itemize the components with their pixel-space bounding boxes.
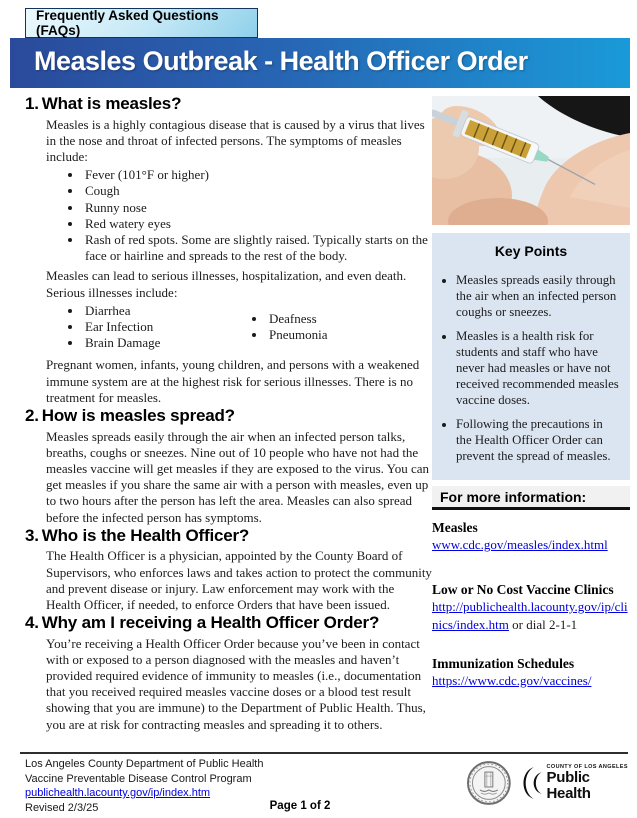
list-item: • Brain Damage: [83, 335, 218, 351]
section-3-number: 3.: [25, 525, 39, 545]
public-health-profiles-icon: [519, 766, 543, 800]
logo-department-line: Public Health: [546, 769, 591, 802]
section-2-title: How is measles spread?: [41, 406, 235, 425]
section-2-body: Measles spreads easily through the air when an infected person talks, breaths, coughs or sneezes. Nine out of 10 people who have not had the measles vaccine will get measles if they are exposed to the virus. You can get measles if you share the same air with a person with measles, even up to two hours after the person has left the area. Measles can also spread before the infected person has symptoms.: [46, 428, 430, 525]
list-item: • Measles is a health risk for students and staff who have never had measles or have not received recommended measles vaccine doses.: [456, 329, 621, 408]
section-4-heading: [25, 613, 432, 633]
section-2-number: 2.: [25, 406, 39, 425]
serious-illness-list-left: [46, 303, 218, 352]
section-1-heading: [25, 94, 432, 114]
page-title-banner: [10, 38, 630, 88]
immunization-schedules-link[interactable]: https://www.cdc.gov/vaccines/: [432, 673, 592, 688]
measles-cdc-link[interactable]: www.cdc.gov/measles/index.html: [432, 537, 608, 552]
footer-revised-date: Revised 2/3/25: [25, 801, 99, 814]
list-item: • Cough: [83, 183, 432, 199]
section-4-number: 4.: [25, 613, 39, 633]
section-4-title: Why am I receiving a Health Officer Order?: [41, 613, 380, 633]
list-item: • Rash of red spots. Some are slightly raised. Typically starts on the face or hairline and spreads to the rest of the body.: [83, 232, 432, 264]
section-3-title: Who is the Health Officer?: [41, 525, 250, 545]
section-1-serious-intro: Measles can lead to serious illnesses, hospitalization, and even death. Serious illnesses include:: [46, 268, 407, 300]
footer-program: Vaccine Preventable Disease Control Program: [25, 772, 252, 785]
more-info-item-immunization: [432, 655, 630, 690]
list-item: • Measles spreads easily through the air when an infected person coughs or sneezes.: [456, 273, 621, 320]
list-item: • Runny nose: [83, 200, 432, 216]
list-item: • Red watery eyes: [83, 216, 432, 232]
section-1-intro: Measles is a highly contagious disease that is caused by a virus that lives in the nose and throat of infected persons. The symptoms of measles include:: [46, 116, 425, 164]
list-item: • Ear Infection: [83, 319, 218, 335]
list-item: • Diarrhea: [83, 303, 218, 319]
section-3-heading: [25, 526, 432, 546]
more-info-label: Measles: [432, 520, 478, 535]
section-2-heading: [25, 406, 432, 426]
public-health-logo-text: [547, 764, 637, 802]
section-4-body: You’re receiving a Health Officer Order because you’ve been in contact with or exposed to a person diagnosed with the measles and haven’t provided required evidence of immunity to measles (i.e., documentation that you received required measles vaccine doses or a blood test result showing that you are immune) to the Department of Public Health. Thus, you are at risk for contracting measles and spreading it to others.: [46, 635, 426, 732]
public-health-logo: [519, 764, 637, 802]
key-points-list: [441, 273, 621, 465]
logo-county-line: COUNTY OF LOS ANGELES: [546, 764, 628, 771]
faq-banner-label: Frequently Asked Questions (FAQs): [36, 8, 219, 38]
more-info-label: Low or No Cost Vaccine Clinics: [432, 582, 614, 597]
page-number: Page 1 of 2: [269, 800, 331, 812]
vaccine-clinics-link[interactable]: http://publichealth.lacounty.gov/ip/clinics/index.htm: [432, 599, 628, 632]
section-1-risk-note: Pregnant women, infants, young children, and persons with a weakened immune system are at the highest risk for serious illnesses. There is no treatment for measles.: [46, 357, 420, 405]
list-item: • Following the precautions in the Health Officer Order can prevent the spread of measles.: [456, 417, 621, 464]
footer-divider: [20, 752, 628, 754]
footer-info: [25, 757, 263, 815]
section-1-title: What is measles?: [41, 94, 182, 113]
serious-illness-columns: [25, 303, 432, 352]
section-3-body: The Health Officer is a physician, appointed by the County Board of Supervisors, who enforces laws and takes action to protect the community and prevent disease or injury. Law enforcement may work with the Health Officer, if needed, to enforce Orders that have been issued.: [46, 548, 432, 612]
list-item: • Deafness: [267, 311, 328, 327]
key-points-title: Key Points: [494, 243, 568, 259]
page-title: Measles Outbreak - Health Officer Order: [34, 46, 528, 76]
sidebar: [432, 96, 630, 690]
la-county-seal-icon: [466, 760, 512, 806]
serious-illness-list-right: [239, 303, 328, 352]
list-item: • Pneumonia: [267, 327, 328, 343]
vaccine-injection-photo: [432, 96, 630, 225]
list-item: • Fever (101°F or higher): [83, 167, 432, 183]
more-info-item-clinics: [432, 581, 630, 634]
footer-logos: [466, 760, 637, 806]
symptoms-list: [46, 167, 432, 264]
more-info-item-measles: [432, 519, 630, 554]
footer-link[interactable]: publichealth.lacounty.gov/ip/index.htm: [25, 787, 211, 799]
key-points-box: [432, 233, 630, 480]
footer-department: Los Angeles County Department of Public Health: [25, 758, 264, 770]
main-column: [25, 94, 432, 733]
faq-banner-tag: [25, 8, 258, 38]
more-info-header: For more information:: [432, 486, 630, 510]
section-1-number: 1.: [25, 94, 39, 113]
dial-211-text: or dial 2-1-1: [508, 617, 578, 632]
more-info-label: Immunization Schedules: [432, 656, 575, 671]
